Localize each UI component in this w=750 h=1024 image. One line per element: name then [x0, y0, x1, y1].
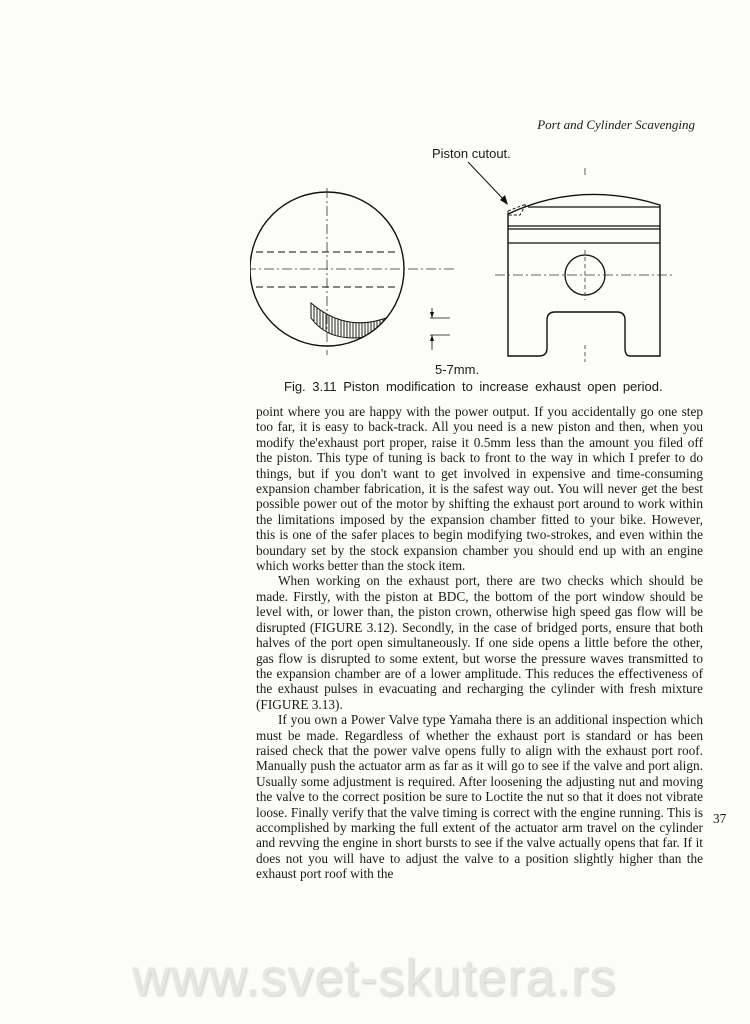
piston-top-view — [250, 188, 455, 355]
piston-side-view — [468, 162, 675, 362]
cutout-label: Piston cutout. — [432, 146, 511, 161]
piston-diagram — [250, 140, 710, 400]
body-text — [256, 404, 703, 882]
watermark: www.svet-skutera.rs — [132, 949, 617, 1007]
paragraph: point where you are happy with the power output. If you accidentally go one step too far, it is easy to back-track. All you need is a new piston and then, when you modify the'exhaust port proper, raise it 0.5mm less than the amount you filed off the piston. This type of tuning is back to front to the way in which I prefer to do things, but if you don't want to get involved in expensive and time-consuming expansion chamber fabrication, it is the safest way out. You will never get the best possible power out of the motor by shifting the exhaust port around to work within the limitations imposed by the expansion chamber fitted to your bike. However, this is one of the safer places to begin modifying two-strokes, and even within the boundary set by the stock expansion chamber you should end up with an engine which works better than the stock item. — [256, 404, 703, 574]
page-number: 37 — [713, 811, 727, 826]
paragraph: If you own a Power Valve type Yamaha there is an additional inspection which must be made. Regardless of whether the exhaust port is standard or has been raised check that the power valve opens fully to align with the exhaust port roof. Manually push the actuator arm as far as it will go to see if the valve and port align. Usually some adjustment is required. After loosening the adjusting nut and moving the valve to the correct position be sure to Loctite the nut so that it does not vibrate loose. Finally verify that the valve timing is correct with the engine running. This is accomplished by marking the full extent of the actuator arm travel on the cylinder and revving the engine in short bursts to see if the valve actually opens that far. If it does not you will have to adjust the valve to a position slightly higher than the exhaust port roof with the — [256, 712, 703, 882]
figure-3-11 — [250, 140, 710, 400]
running-header: Port and Cylinder Scavenging — [537, 117, 695, 132]
dimension-label: 5-7mm. — [435, 362, 480, 377]
paragraph: When working on the exhaust port, there are two checks which should be made. Firstly, with the piston at BDC, the bottom of the port window should be level with, or lower than, the piston crown, otherwise high speed gas flow will be disrupted (FIGURE 3.12). Secondly, in the case of bridged ports, ensure that both halves of the port open simultaneously. If one side opens a little before the other, gas flow is disrupted to some extent, but worse the pressure waves transmitted to the expansion chamber are of a lower amplitude. This reduces the effectiveness of the exhaust pulses in evacuating and recharging the cylinder with fresh mixture (FIGURE 3.13). — [256, 573, 703, 712]
figure-caption: Fig. 3.11 Piston modification to increase exhaust open period. — [284, 379, 663, 394]
